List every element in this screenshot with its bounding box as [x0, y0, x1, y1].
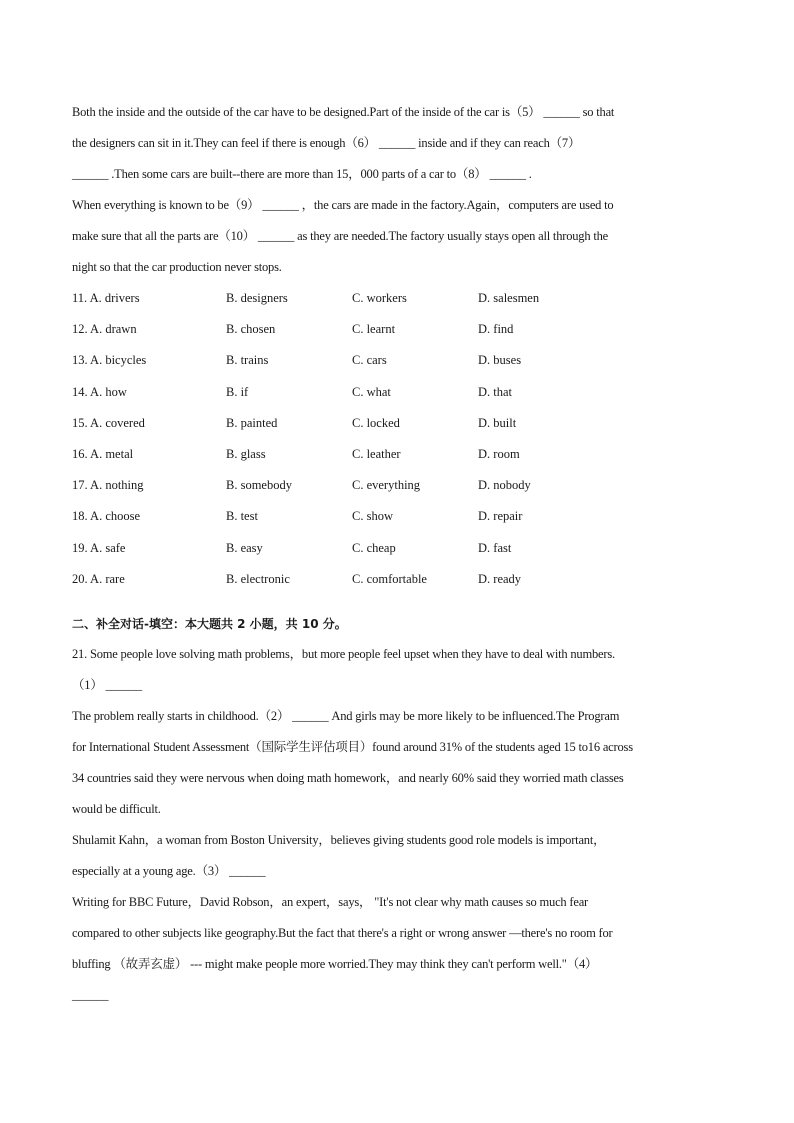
option-b: B. chosen	[226, 322, 276, 337]
document-page	[72, 97, 732, 1011]
option-b: B. painted	[226, 415, 278, 430]
option-d: D. fast	[478, 540, 512, 555]
option-c: C. leather	[352, 446, 401, 461]
q21-line: would be difficult.	[72, 801, 161, 816]
option-row-19	[72, 533, 732, 564]
option-c: C. everything	[352, 478, 421, 493]
option-a: 16. A. metal	[72, 446, 134, 461]
passage-line: night so that the car production never stops.	[72, 260, 282, 274]
option-d: D. buses	[478, 353, 522, 368]
option-b: B. glass	[226, 446, 266, 461]
option-d: D. room	[478, 446, 520, 461]
options-list	[72, 283, 732, 595]
option-a: 14. A. how	[72, 384, 127, 399]
option-a: 12. A. drawn	[72, 322, 137, 337]
q21-line: compared to other subjects like geography.But the fact that there's a right or wrong answer —there's no room for	[72, 925, 613, 940]
option-row-13	[72, 345, 732, 376]
q21-line: Shulamit Kahn，a woman from Boston University，believes giving students good role models is important，	[72, 832, 606, 847]
option-row-17	[72, 470, 732, 501]
option-a: 18. A. choose	[72, 509, 141, 524]
section-heading: 二、补全对话-填空：本大题共 2 小题，共 10 分。	[72, 616, 347, 631]
option-a: 20. A. rare	[72, 571, 125, 586]
option-row-11	[72, 283, 732, 314]
option-d: D. nobody	[478, 478, 531, 493]
q21-line: 34 countries said they were nervous when doing math homework，and nearly 60% said they worried math classes	[72, 770, 624, 785]
option-d: D. that	[478, 384, 513, 399]
option-row-14	[72, 377, 732, 408]
passage-line: Both the inside and the outside of the car have to be designed.Part of the inside of the car is（5） ______ so that	[72, 105, 615, 119]
option-c: C. show	[352, 509, 393, 524]
passage-line: When everything is known to be（9） ______ ，the cars are made in the factory.Again，computers are used to	[72, 198, 614, 212]
option-a: 19. A. safe	[72, 540, 126, 555]
option-b: B. designers	[226, 291, 288, 305]
option-d: D. repair	[478, 509, 523, 524]
q21-line: bluffing （故弄玄虚） --- might make people more worried.They may think they can't perform well."（4）	[72, 956, 598, 971]
option-d: D. ready	[478, 571, 522, 586]
option-c: C. cheap	[352, 540, 396, 555]
option-d: D. built	[478, 415, 517, 430]
option-b: B. if	[226, 384, 249, 399]
question-21	[72, 639, 732, 1011]
q21-line: ______	[72, 987, 109, 1002]
q21-line: 21. Some people love solving math problems，but more people feel upset when they have to deal with numbers.	[72, 646, 615, 661]
option-c: C. comfortable	[352, 571, 427, 586]
option-b: B. test	[226, 509, 258, 524]
passage-line: make sure that all the parts are（10） ______ as they are needed.The factory usually stays open all through the	[72, 229, 609, 243]
passage	[72, 97, 732, 283]
option-c: C. learnt	[352, 322, 396, 337]
q21-line: （1） ______	[72, 677, 142, 692]
option-b: B. somebody	[226, 478, 292, 493]
option-b: B. trains	[226, 353, 269, 368]
option-d: D. find	[478, 322, 514, 337]
option-row-15	[72, 408, 732, 439]
option-row-18	[72, 501, 732, 532]
q21-line: especially at a young age.（3） ______	[72, 863, 266, 878]
q21-line: Writing for BBC Future，David Robson，an expert，says， "It's not clear why math causes so much fear	[72, 894, 589, 909]
option-a: 17. A. nothing	[72, 478, 144, 493]
option-c: C. cars	[352, 353, 387, 368]
passage-line: ______ .Then some cars are built--there are more than 15，000 parts of a car to（8） ______ .	[72, 167, 532, 181]
passage-line: the designers can sit in it.They can feel if there is enough（6） ______ inside and if they can reach（7）	[72, 136, 581, 150]
option-c: C. what	[352, 384, 391, 399]
option-b: B. easy	[226, 540, 263, 555]
q21-line: The problem really starts in childhood.（2） ______ And girls may be more likely to be influenced.The Program	[72, 708, 620, 723]
option-c: C. workers	[352, 291, 407, 305]
option-d: D. salesmen	[478, 291, 540, 305]
q21-line: for International Student Assessment（国际学生评估项目）found around 31% of the students aged 15 to16 across	[72, 739, 633, 754]
option-a: 11. A. drivers	[72, 291, 140, 305]
option-row-12	[72, 314, 732, 345]
option-a: 15. A. covered	[72, 415, 145, 430]
option-row-20	[72, 564, 732, 595]
option-a: 13. A. bicycles	[72, 353, 147, 368]
option-row-16	[72, 439, 732, 470]
option-b: B. electronic	[226, 571, 290, 586]
option-c: C. locked	[352, 415, 400, 430]
